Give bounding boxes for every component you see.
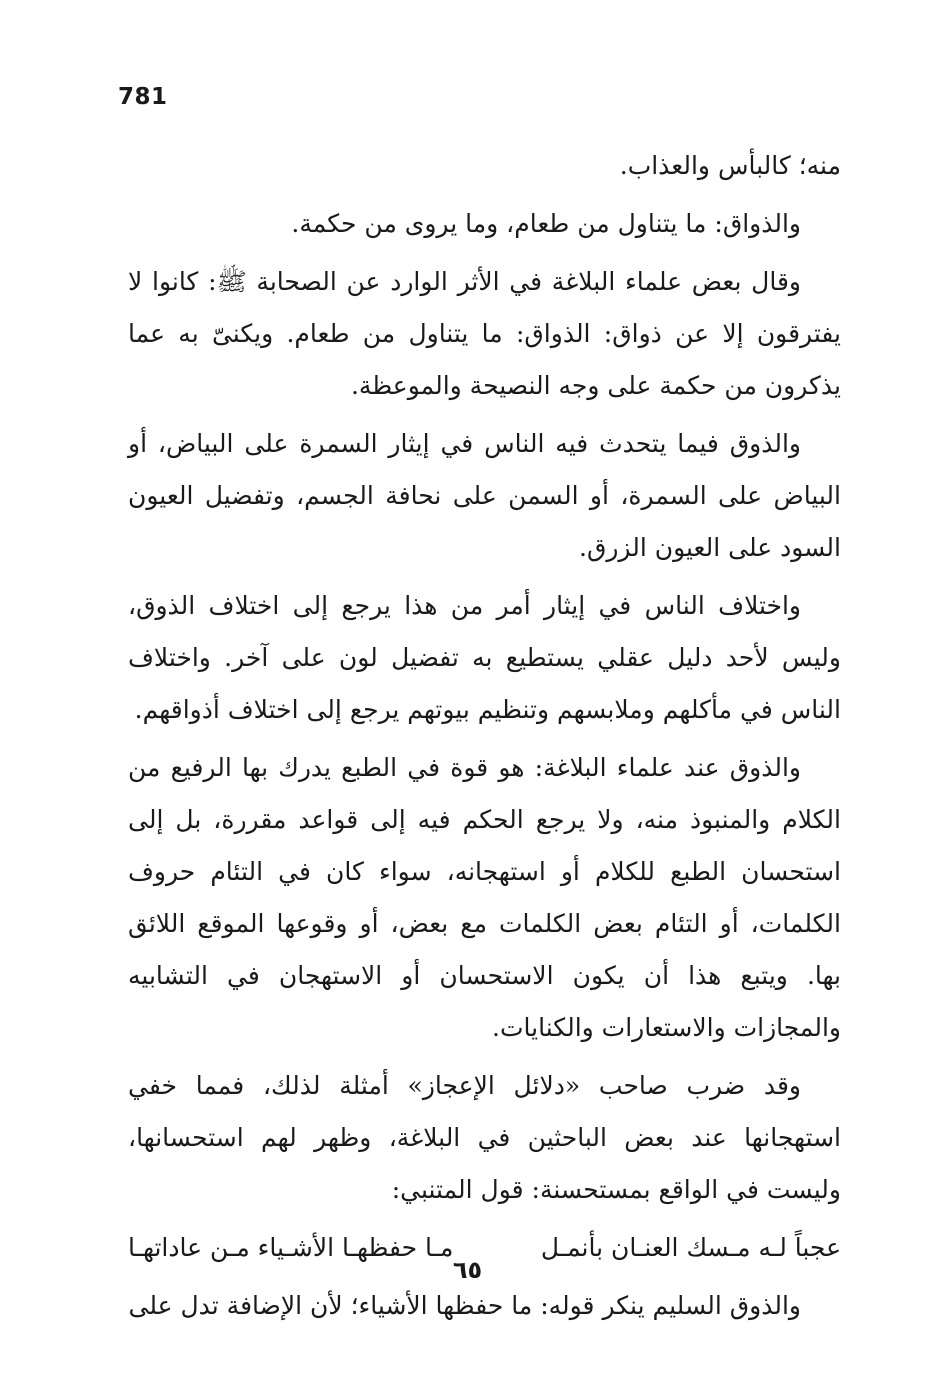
paragraph-6: والذوق عند علماء البلاغة: هو قوة في الطبع يدرك بها الرفيع من الكلام والمنبوذ منه، ولا يرجع الحكم فيه إلى قواعد مقررة، بل إلى استحسان الطبع للكلام أو استهجانه، سواء كان في التئام حروف الكلمات، أو التئام بعض الكلمات مع بعض، أو وقوعها الموقع اللائق بها. ويتبع هذا أن يكون الاستحسان أو الاستهجان في التشابيه والمجازات والاستعارات والكنايات. (128, 753, 841, 1042)
verse-second-hemistich: مـا حفظهـا الأشـياء مـن عاداتهـا (128, 1233, 454, 1262)
paragraph-3: وقال بعض علماء البلاغة في الأثر الوارد عن الصحابة ﷺ: كانوا لا يفترقون إلا عن ذواق: الذواق: ما يتناول من طعام. ويكنىّ به عما يذكرون من حكمة على وجه النصيحة والموعظة. (128, 267, 841, 400)
paragraph-4: والذوق فيما يتحدث فيه الناس في إيثار السمرة على البياض، أو البياض على السمرة، أو السمن على نحافة الجسم، وتفضيل العيون السود على العيون الزرق. (128, 429, 841, 562)
paragraph-5: واختلاف الناس في إيثار أمر من هذا يرجع إلى اختلاف الذوق، وليس لأحد دليل عقلي يستطيع به تفضيل لون على آخر. واختلاف الناس في مأكلهم وملابسهم وتنظيم بيوتهم يرجع إلى اختلاف أذواقهم. (128, 591, 841, 724)
verse-first-hemistich: عجباً لـه مـسك العنـان بأنمـل (540, 1233, 841, 1262)
paragraph-7: وقد ضرب صاحب «دلائل الإعجاز» أمثلة لذلك، فمما خفي استهجانها عند بعض الباحثين في البلاغة، وظهر لهم استحسانها، وليست في الواقع بمستحسنة: قول المتنبي: (128, 1071, 841, 1204)
page-number-bottom: ٦٥ (452, 1256, 483, 1284)
body-text (128, 140, 841, 1338)
page-number-top: 781 (118, 84, 168, 110)
paragraph-8: والذوق السليم ينكر قوله: ما حفظها الأشياء؛ لأن الإضافة تدل على (128, 1291, 801, 1320)
paragraph-1: منه؛ كالبأس والعذاب. (619, 151, 841, 180)
paragraph-2: والذواق: ما يتناول من طعام، وما يروى من حكمة. (291, 209, 801, 238)
